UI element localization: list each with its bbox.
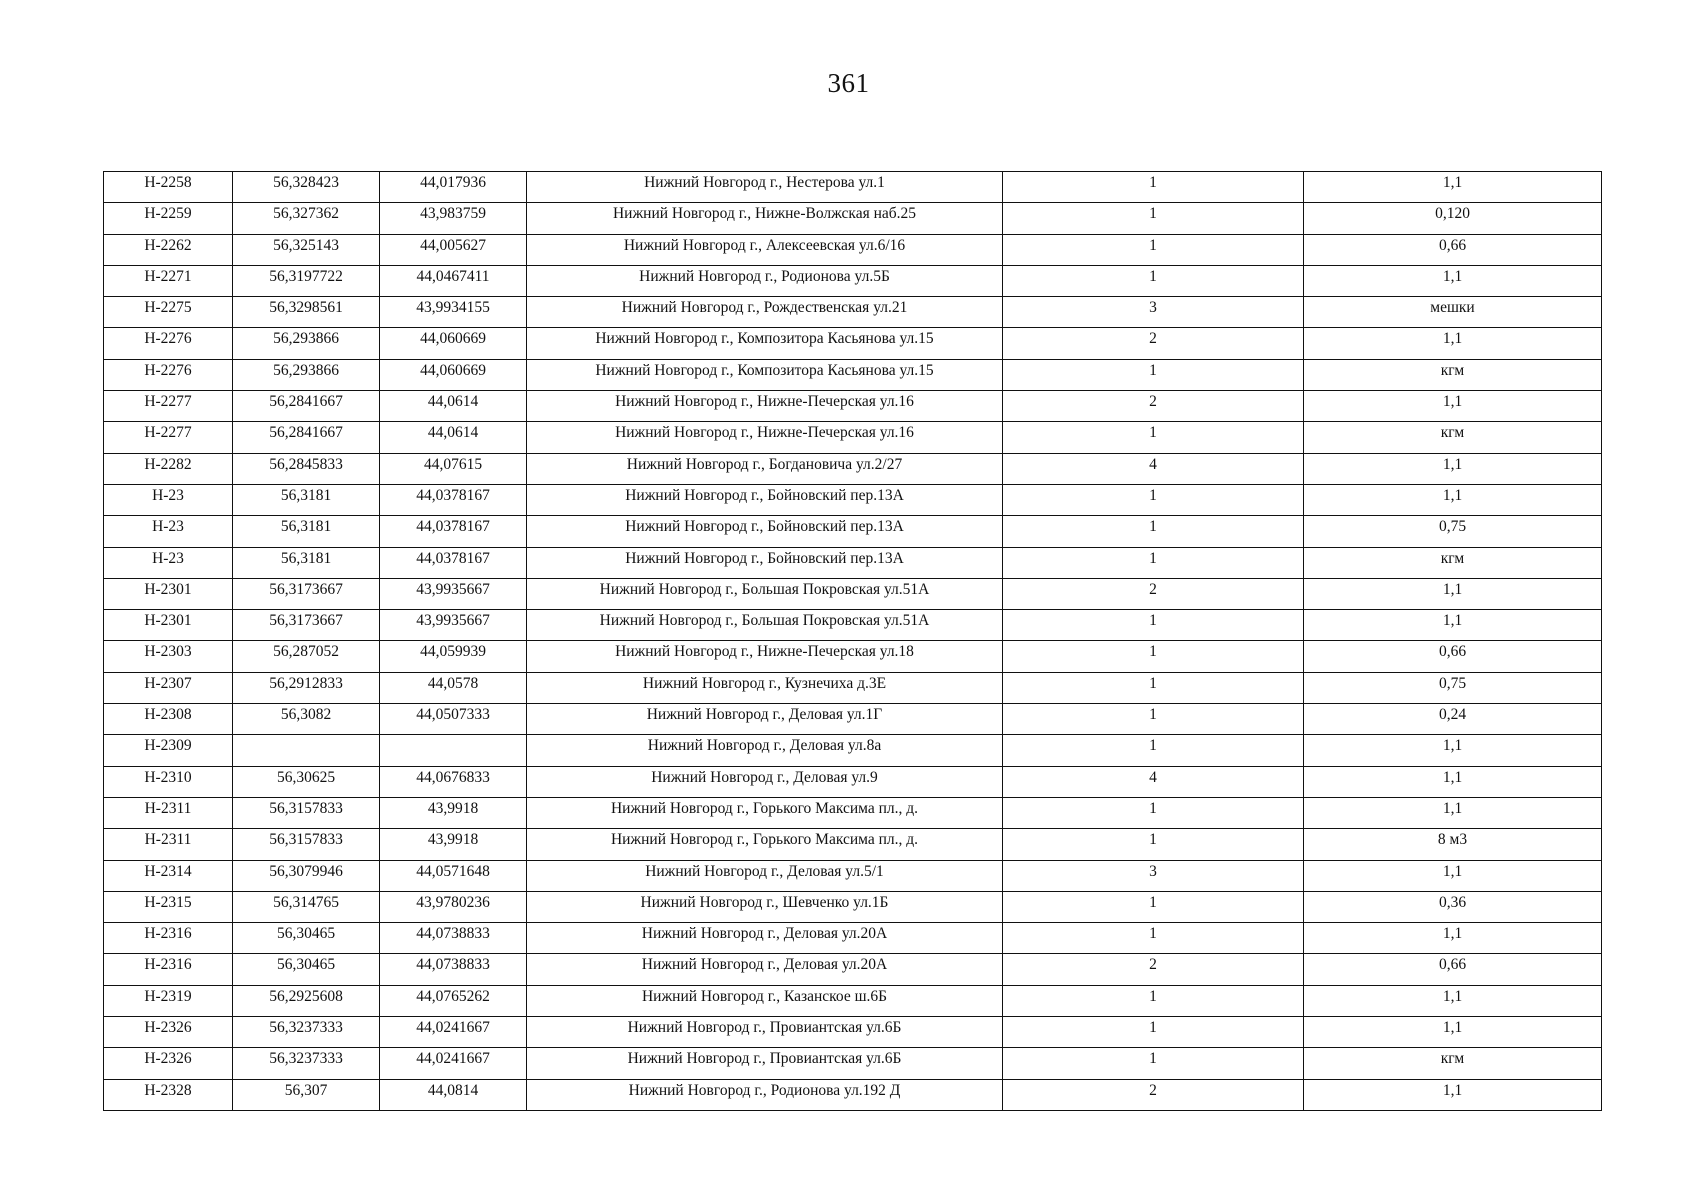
site-id-cell: Н-2262 xyxy=(104,234,233,265)
container-count-cell: 1 xyxy=(1003,797,1304,828)
container-volume-cell: кгм xyxy=(1304,422,1602,453)
site-id-cell: Н-2314 xyxy=(104,860,233,891)
latitude-cell: 56,2841667 xyxy=(233,391,380,422)
container-count-cell: 1 xyxy=(1003,484,1304,515)
container-count-cell: 1 xyxy=(1003,829,1304,860)
table-row xyxy=(104,391,1602,422)
container-count-cell: 4 xyxy=(1003,453,1304,484)
longitude-cell: 44,0578 xyxy=(380,672,527,703)
table-body xyxy=(104,172,1602,1111)
table-row xyxy=(104,1017,1602,1048)
latitude-cell: 56,3082 xyxy=(233,704,380,735)
container-volume-cell: мешки xyxy=(1304,297,1602,328)
longitude-cell: 44,0814 xyxy=(380,1079,527,1110)
container-count-cell: 1 xyxy=(1003,1017,1304,1048)
address-cell: Нижний Новгород г., Деловая ул.1Г xyxy=(527,704,1003,735)
container-count-cell: 1 xyxy=(1003,265,1304,296)
address-cell: Нижний Новгород г., Нижне-Печерская ул.16 xyxy=(527,391,1003,422)
latitude-cell: 56,3173667 xyxy=(233,578,380,609)
site-id-cell: Н-2328 xyxy=(104,1079,233,1110)
site-id-cell: Н-2301 xyxy=(104,578,233,609)
site-id-cell: Н-2259 xyxy=(104,203,233,234)
container-count-cell: 2 xyxy=(1003,578,1304,609)
address-cell: Нижний Новгород г., Нестерова ул.1 xyxy=(527,172,1003,203)
site-id-cell: Н-23 xyxy=(104,547,233,578)
longitude-cell: 44,07615 xyxy=(380,453,527,484)
table-row xyxy=(104,923,1602,954)
table-row xyxy=(104,297,1602,328)
address-cell: Нижний Новгород г., Деловая ул.5/1 xyxy=(527,860,1003,891)
latitude-cell: 56,30465 xyxy=(233,954,380,985)
address-cell: Нижний Новгород г., Провиантская ул.6Б xyxy=(527,1048,1003,1079)
latitude-cell: 56,30625 xyxy=(233,766,380,797)
table-row xyxy=(104,484,1602,515)
container-count-cell: 2 xyxy=(1003,328,1304,359)
latitude-cell: 56,3157833 xyxy=(233,829,380,860)
site-id-cell: Н-2277 xyxy=(104,422,233,453)
site-id-cell: Н-2282 xyxy=(104,453,233,484)
container-count-cell: 1 xyxy=(1003,641,1304,672)
container-volume-cell: 1,1 xyxy=(1304,1017,1602,1048)
address-cell: Нижний Новгород г., Нижне-Печерская ул.16 xyxy=(527,422,1003,453)
latitude-cell: 56,3181 xyxy=(233,547,380,578)
container-volume-cell: 8 м3 xyxy=(1304,829,1602,860)
container-count-cell: 1 xyxy=(1003,1048,1304,1079)
container-volume-cell: 0,24 xyxy=(1304,704,1602,735)
address-cell: Нижний Новгород г., Родионова ул.192 Д xyxy=(527,1079,1003,1110)
address-cell: Нижний Новгород г., Горького Максима пл., д. xyxy=(527,829,1003,860)
table-row xyxy=(104,954,1602,985)
site-id-cell: Н-2276 xyxy=(104,328,233,359)
container-volume-cell: 1,1 xyxy=(1304,860,1602,891)
latitude-cell: 56,287052 xyxy=(233,641,380,672)
table-row xyxy=(104,328,1602,359)
address-cell: Нижний Новгород г., Богдановича ул.2/27 xyxy=(527,453,1003,484)
table-row xyxy=(104,641,1602,672)
address-cell: Нижний Новгород г., Большая Покровская ул.51А xyxy=(527,610,1003,641)
latitude-cell: 56,3197722 xyxy=(233,265,380,296)
address-cell: Нижний Новгород г., Композитора Касьянова ул.15 xyxy=(527,328,1003,359)
latitude-cell: 56,327362 xyxy=(233,203,380,234)
address-cell: Нижний Новгород г., Нижне-Волжская наб.25 xyxy=(527,203,1003,234)
address-cell: Нижний Новгород г., Провиантская ул.6Б xyxy=(527,1017,1003,1048)
latitude-cell: 56,3237333 xyxy=(233,1017,380,1048)
table-row xyxy=(104,610,1602,641)
longitude-cell: 43,983759 xyxy=(380,203,527,234)
latitude-cell: 56,3181 xyxy=(233,484,380,515)
table-row xyxy=(104,265,1602,296)
longitude-cell: 44,0738833 xyxy=(380,954,527,985)
longitude-cell: 44,0378167 xyxy=(380,484,527,515)
longitude-cell: 43,9918 xyxy=(380,797,527,828)
site-id-cell: Н-2326 xyxy=(104,1048,233,1079)
table-row xyxy=(104,516,1602,547)
longitude-cell: 44,0765262 xyxy=(380,985,527,1016)
container-count-cell: 1 xyxy=(1003,923,1304,954)
container-count-cell: 1 xyxy=(1003,547,1304,578)
container-count-cell: 1 xyxy=(1003,735,1304,766)
table-row xyxy=(104,578,1602,609)
container-volume-cell: 1,1 xyxy=(1304,735,1602,766)
container-count-cell: 1 xyxy=(1003,672,1304,703)
site-id-cell: Н-2258 xyxy=(104,172,233,203)
table-row xyxy=(104,453,1602,484)
longitude-cell: 44,0738833 xyxy=(380,923,527,954)
longitude-cell: 44,0676833 xyxy=(380,766,527,797)
page-number: 361 xyxy=(827,68,870,98)
container-volume-cell: 0,120 xyxy=(1304,203,1602,234)
latitude-cell: 56,3181 xyxy=(233,516,380,547)
address-cell: Нижний Новгород г., Деловая ул.8а xyxy=(527,735,1003,766)
longitude-cell: 44,0507333 xyxy=(380,704,527,735)
address-cell: Нижний Новгород г., Бойновский пер.13А xyxy=(527,547,1003,578)
latitude-cell: 56,2845833 xyxy=(233,453,380,484)
table-row xyxy=(104,1079,1602,1110)
longitude-cell: 44,0378167 xyxy=(380,547,527,578)
container-volume-cell: 1,1 xyxy=(1304,766,1602,797)
container-volume-cell: 0,36 xyxy=(1304,891,1602,922)
site-id-cell: Н-2271 xyxy=(104,265,233,296)
container-count-cell: 1 xyxy=(1003,891,1304,922)
container-count-cell: 1 xyxy=(1003,359,1304,390)
site-id-cell: Н-2311 xyxy=(104,829,233,860)
longitude-cell: 44,0614 xyxy=(380,422,527,453)
container-count-cell: 1 xyxy=(1003,985,1304,1016)
container-count-cell: 3 xyxy=(1003,860,1304,891)
site-id-cell: Н-2301 xyxy=(104,610,233,641)
site-id-cell: Н-2303 xyxy=(104,641,233,672)
latitude-cell: 56,325143 xyxy=(233,234,380,265)
container-volume-cell: 0,66 xyxy=(1304,234,1602,265)
site-id-cell: Н-2311 xyxy=(104,797,233,828)
site-id-cell: Н-2277 xyxy=(104,391,233,422)
table-row xyxy=(104,829,1602,860)
latitude-cell: 56,2841667 xyxy=(233,422,380,453)
longitude-cell: 44,005627 xyxy=(380,234,527,265)
latitude-cell: 56,314765 xyxy=(233,891,380,922)
latitude-cell: 56,307 xyxy=(233,1079,380,1110)
table-row xyxy=(104,704,1602,735)
longitude-cell: 44,0378167 xyxy=(380,516,527,547)
container-count-cell: 1 xyxy=(1003,704,1304,735)
container-volume-cell: кгм xyxy=(1304,547,1602,578)
table-row xyxy=(104,891,1602,922)
table-row xyxy=(104,672,1602,703)
container-volume-cell: 1,1 xyxy=(1304,265,1602,296)
container-count-cell: 3 xyxy=(1003,297,1304,328)
latitude-cell: 56,3173667 xyxy=(233,610,380,641)
table-row xyxy=(104,985,1602,1016)
site-id-cell: Н-23 xyxy=(104,516,233,547)
address-cell: Нижний Новгород г., Горького Максима пл., д. xyxy=(527,797,1003,828)
latitude-cell: 56,328423 xyxy=(233,172,380,203)
address-cell: Нижний Новгород г., Казанское ш.6Б xyxy=(527,985,1003,1016)
site-id-cell: Н-2275 xyxy=(104,297,233,328)
table-row xyxy=(104,735,1602,766)
table-row xyxy=(104,234,1602,265)
longitude-cell: 43,9935667 xyxy=(380,610,527,641)
address-cell: Нижний Новгород г., Деловая ул.20А xyxy=(527,954,1003,985)
container-volume-cell: 1,1 xyxy=(1304,985,1602,1016)
table-row xyxy=(104,766,1602,797)
site-id-cell: Н-2308 xyxy=(104,704,233,735)
container-count-cell: 1 xyxy=(1003,422,1304,453)
container-count-cell: 4 xyxy=(1003,766,1304,797)
latitude-cell: 56,3079946 xyxy=(233,860,380,891)
container-volume-cell: 1,1 xyxy=(1304,328,1602,359)
site-id-cell: Н-2309 xyxy=(104,735,233,766)
latitude-cell: 56,293866 xyxy=(233,359,380,390)
container-volume-cell: 0,66 xyxy=(1304,954,1602,985)
latitude-cell: 56,2925608 xyxy=(233,985,380,1016)
longitude-cell: 44,0241667 xyxy=(380,1048,527,1079)
latitude-cell: 56,2912833 xyxy=(233,672,380,703)
container-volume-cell: 0,75 xyxy=(1304,516,1602,547)
address-cell: Нижний Новгород г., Деловая ул.20А xyxy=(527,923,1003,954)
container-count-cell: 1 xyxy=(1003,610,1304,641)
container-volume-cell: 0,66 xyxy=(1304,641,1602,672)
table-row xyxy=(104,1048,1602,1079)
latitude-cell xyxy=(233,735,380,766)
address-cell: Нижний Новгород г., Композитора Касьянова ул.15 xyxy=(527,359,1003,390)
latitude-cell: 56,293866 xyxy=(233,328,380,359)
container-volume-cell: 1,1 xyxy=(1304,172,1602,203)
site-id-cell: Н-2326 xyxy=(104,1017,233,1048)
container-volume-cell: 1,1 xyxy=(1304,453,1602,484)
longitude-cell: 44,060669 xyxy=(380,328,527,359)
longitude-cell: 44,060669 xyxy=(380,359,527,390)
container-count-cell: 1 xyxy=(1003,234,1304,265)
site-id-cell: Н-2307 xyxy=(104,672,233,703)
container-volume-cell: 1,1 xyxy=(1304,578,1602,609)
longitude-cell: 43,9935667 xyxy=(380,578,527,609)
longitude-cell: 43,9918 xyxy=(380,829,527,860)
longitude-cell: 43,9934155 xyxy=(380,297,527,328)
table-row xyxy=(104,797,1602,828)
container-count-cell: 1 xyxy=(1003,172,1304,203)
container-count-cell: 2 xyxy=(1003,954,1304,985)
container-volume-cell: 1,1 xyxy=(1304,1079,1602,1110)
latitude-cell: 56,3157833 xyxy=(233,797,380,828)
table-row xyxy=(104,359,1602,390)
latitude-cell: 56,3237333 xyxy=(233,1048,380,1079)
address-cell: Нижний Новгород г., Рождественская ул.21 xyxy=(527,297,1003,328)
address-cell: Нижний Новгород г., Шевченко ул.1Б xyxy=(527,891,1003,922)
longitude-cell: 44,017936 xyxy=(380,172,527,203)
address-cell: Нижний Новгород г., Родионова ул.5Б xyxy=(527,265,1003,296)
address-cell: Нижний Новгород г., Бойновский пер.13А xyxy=(527,484,1003,515)
container-sites-table xyxy=(103,171,1602,1111)
table-row xyxy=(104,172,1602,203)
longitude-cell: 43,9780236 xyxy=(380,891,527,922)
site-id-cell: Н-2316 xyxy=(104,923,233,954)
longitude-cell: 44,0241667 xyxy=(380,1017,527,1048)
longitude-cell: 44,059939 xyxy=(380,641,527,672)
container-count-cell: 1 xyxy=(1003,516,1304,547)
container-count-cell: 1 xyxy=(1003,203,1304,234)
site-id-cell: Н-23 xyxy=(104,484,233,515)
container-volume-cell: 1,1 xyxy=(1304,923,1602,954)
address-cell: Нижний Новгород г., Большая Покровская ул.51А xyxy=(527,578,1003,609)
address-cell: Нижний Новгород г., Бойновский пер.13А xyxy=(527,516,1003,547)
container-volume-cell: 1,1 xyxy=(1304,484,1602,515)
site-id-cell: Н-2316 xyxy=(104,954,233,985)
address-cell: Нижний Новгород г., Нижне-Печерская ул.18 xyxy=(527,641,1003,672)
container-volume-cell: 1,1 xyxy=(1304,391,1602,422)
site-id-cell: Н-2315 xyxy=(104,891,233,922)
site-id-cell: Н-2276 xyxy=(104,359,233,390)
site-id-cell: Н-2319 xyxy=(104,985,233,1016)
site-id-cell: Н-2310 xyxy=(104,766,233,797)
address-cell: Нижний Новгород г., Алексеевская ул.6/16 xyxy=(527,234,1003,265)
longitude-cell: 44,0614 xyxy=(380,391,527,422)
latitude-cell: 56,30465 xyxy=(233,923,380,954)
container-volume-cell: 0,75 xyxy=(1304,672,1602,703)
container-volume-cell: 1,1 xyxy=(1304,797,1602,828)
container-count-cell: 2 xyxy=(1003,391,1304,422)
container-volume-cell: 1,1 xyxy=(1304,610,1602,641)
longitude-cell: 44,0467411 xyxy=(380,265,527,296)
container-volume-cell: кгм xyxy=(1304,359,1602,390)
longitude-cell: 44,0571648 xyxy=(380,860,527,891)
table-row xyxy=(104,203,1602,234)
table-row xyxy=(104,422,1602,453)
container-volume-cell: кгм xyxy=(1304,1048,1602,1079)
address-cell: Нижний Новгород г., Кузнечиха д.3Е xyxy=(527,672,1003,703)
latitude-cell: 56,3298561 xyxy=(233,297,380,328)
table-row xyxy=(104,860,1602,891)
container-count-cell: 2 xyxy=(1003,1079,1304,1110)
longitude-cell xyxy=(380,735,527,766)
address-cell: Нижний Новгород г., Деловая ул.9 xyxy=(527,766,1003,797)
table-row xyxy=(104,547,1602,578)
